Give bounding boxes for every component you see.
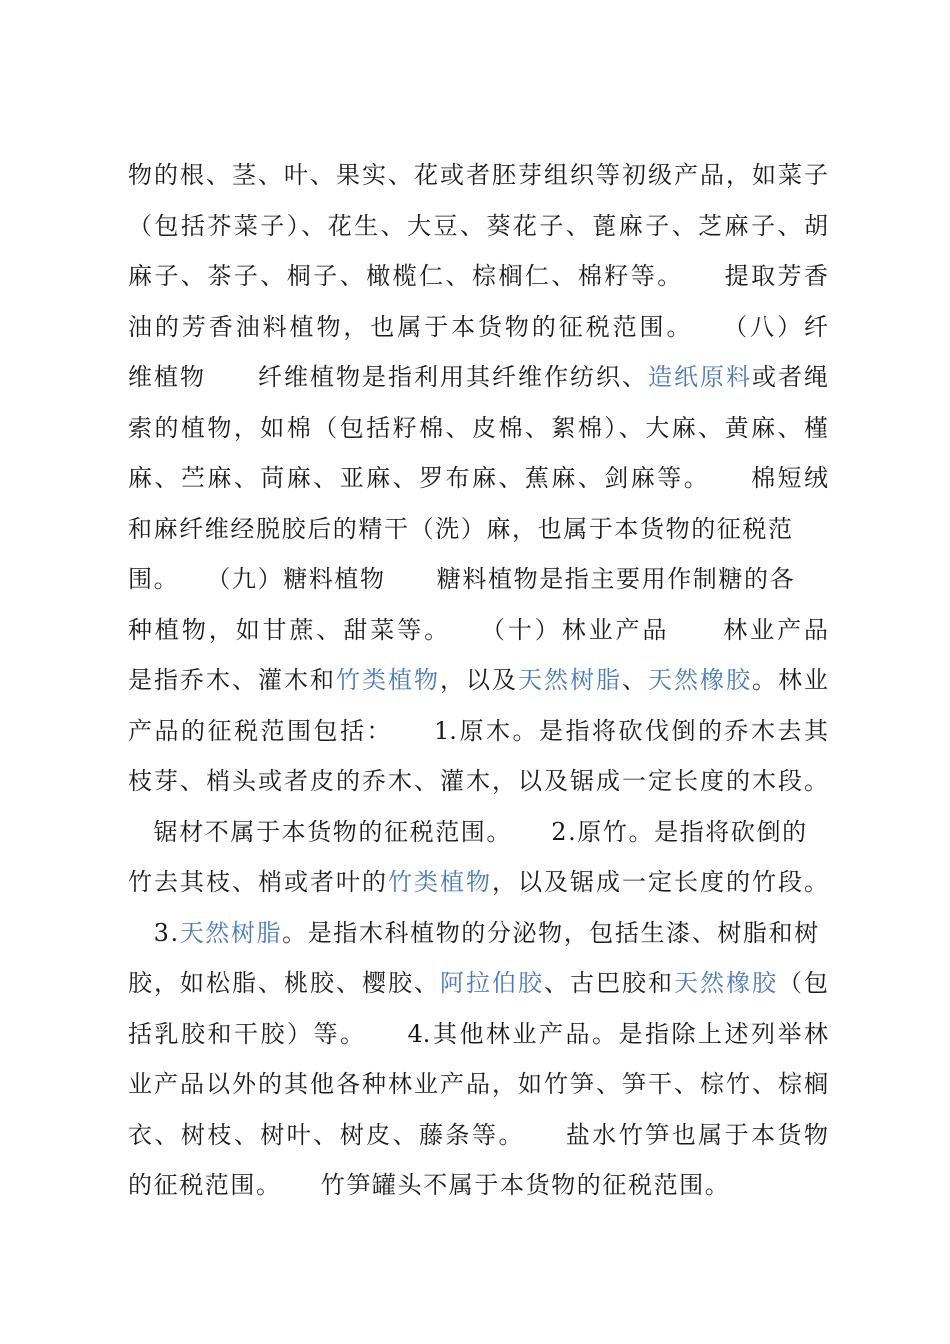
text-segment: （包括芥菜子）、花生、大豆、葵花子、蓖麻子、芝麻子、胡	[128, 211, 828, 240]
text-segment: 油的芳香油料植物，也属于本货物的征税范围。 （八）纤	[128, 312, 828, 341]
text-segment: 业产品以外的其他各种林业产品，如竹笋、笋干、棕竹、棕榈	[128, 1070, 828, 1098]
text-segment: 锯材不属于本货物的征税范围。 2.原竹。是指将砍倒的	[128, 817, 808, 846]
text-segment: 麻、苎麻、苘麻、亚麻、罗布麻、蕉麻、剑麻等。 棉短绒	[128, 464, 828, 492]
text-segment: 维植物 纤维植物是指利用其纤维作纺织、	[128, 363, 648, 391]
term-link[interactable]: 天然树脂	[179, 918, 283, 947]
text-segment: 是指乔木、灌木和	[128, 666, 336, 694]
text-line	[128, 756, 828, 807]
text-segment: 枝芽、梢头或者皮的乔木、灌木，以及锯成一定长度的木段。	[128, 767, 828, 795]
text-segment: 和麻纤维经脱胶后的精干（洗）麻，也属于本货物的征税范	[128, 514, 794, 543]
text-line	[128, 655, 828, 706]
text-line	[128, 1059, 828, 1110]
text-segment: 、古巴胶和	[544, 969, 674, 997]
term-link[interactable]: 天然橡胶	[674, 969, 778, 997]
term-link[interactable]: 天然橡胶	[648, 666, 752, 694]
term-link[interactable]: 竹类植物	[388, 868, 492, 896]
text-segment: 衣、树枝、树叶、树皮、藤条等。 盐水竹笋也属于本货物	[128, 1120, 828, 1149]
text-line	[128, 150, 828, 201]
text-line	[128, 908, 828, 959]
term-link[interactable]: 阿拉伯胶	[440, 969, 544, 997]
text-line	[128, 302, 828, 353]
text-line	[128, 1110, 828, 1161]
text-segment: 。林业	[752, 666, 828, 694]
term-link[interactable]: 竹类植物	[336, 666, 440, 694]
text-line	[128, 251, 828, 302]
text-line	[128, 605, 828, 656]
text-segment: （包	[778, 969, 828, 997]
text-segment: 括乳胶和干胶）等。 4.其他林业产品。是指除上述列举林	[128, 1019, 828, 1048]
text-line	[128, 1160, 828, 1211]
document-body	[128, 150, 828, 1211]
text-line	[128, 453, 828, 504]
text-segment: ，以及锯成一定长度的竹段。	[492, 868, 828, 896]
text-segment: 胶，如松脂、桃胶、樱胶、	[128, 969, 440, 997]
text-segment: 索的植物，如棉（包括籽棉、皮棉、絮棉）、大麻、黄麻、槿	[128, 413, 828, 442]
text-line	[128, 201, 828, 252]
text-line	[128, 706, 828, 757]
text-segment: ，以及	[440, 666, 518, 694]
text-line	[128, 1009, 828, 1060]
text-line	[128, 554, 828, 605]
term-link[interactable]: 天然树脂	[518, 666, 622, 694]
term-link[interactable]: 造纸原料	[648, 363, 752, 391]
text-segment: 。是指木科植物的分泌物，包括生漆、树脂和树	[282, 918, 820, 947]
text-segment: 的征税范围。 竹笋罐头不属于本货物的征税范围。	[128, 1171, 731, 1199]
text-line	[128, 352, 828, 403]
text-line	[128, 403, 828, 454]
text-segment: 3.	[128, 918, 180, 947]
text-segment: 产品的征税范围包括： 1.原木。是指将砍伐倒的乔木去其	[128, 716, 828, 745]
text-segment: 竹去其枝、梢或者叶的	[128, 868, 388, 896]
text-line	[128, 958, 828, 1009]
text-segment: 、	[622, 666, 648, 694]
text-line	[128, 807, 828, 858]
text-segment: 或者绳	[752, 363, 828, 391]
text-line	[128, 857, 828, 908]
text-line	[128, 504, 828, 555]
text-segment: 围。 （九）糖料植物 糖料植物是指主要用作制糖的各	[128, 565, 796, 593]
text-segment: 物的根、茎、叶、果实、花或者胚芽组织等初级产品，如菜子	[128, 161, 828, 189]
text-segment: 种植物，如甘蔗、甜菜等。 （十）林业产品 林业产品	[128, 615, 828, 644]
text-segment: 麻子、茶子、桐子、橄榄仁、棕榈仁、棉籽等。 提取芳香	[128, 262, 828, 290]
